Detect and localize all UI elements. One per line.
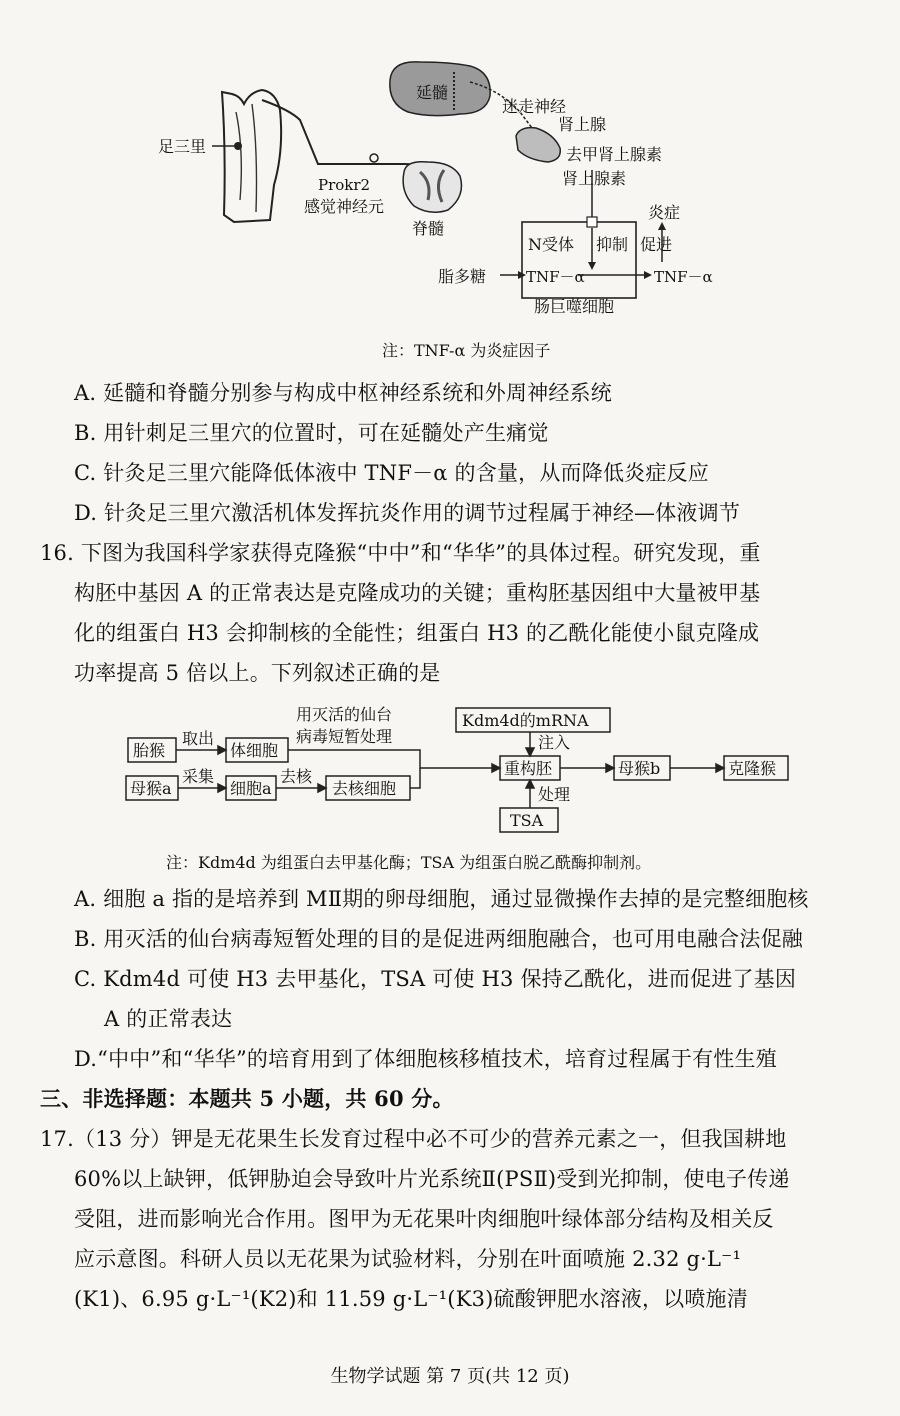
label-caiji: 采集	[182, 767, 215, 786]
q15-option-d: D. 针灸足三里穴激活机体发挥抗炎作用的调节过程属于神经—体液调节	[74, 501, 741, 525]
page-footer: 生物学试题 第 7 页(共 12 页)	[330, 1366, 570, 1387]
q17-line1: 17.（13 分）钾是无花果生长发育过程中必不可少的营养元素之一，但我国耕地	[40, 1127, 787, 1151]
q17-line3: 受阻，进而影响光合作用。图甲为无花果叶肉细胞叶绿体部分结构及相关反	[74, 1207, 774, 1231]
label-shenshangxiansu: 肾上腺素	[562, 169, 627, 188]
label-quhe: 去核	[280, 767, 313, 786]
q15-option-a: A. 延髓和脊髓分别参与构成中枢神经系统和外周神经系统	[74, 381, 612, 405]
q16-option-b: B. 用灭活的仙台病毒短暂处理的目的是促进两细胞融合，也可用电融合法促融	[74, 927, 803, 951]
label-yansui: 延髓	[416, 83, 449, 102]
q16-stem-line1: 16. 下图为我国科学家获得克隆猴“中中”和“华华”的具体过程。研究发现，重	[40, 541, 761, 565]
section-heading: 三、非选择题：本题共 5 小题，共 60 分。	[40, 1086, 454, 1111]
zusanli-point-icon	[234, 142, 242, 150]
spinal-cord-icon	[403, 162, 461, 213]
label-mizou: 迷走神经	[502, 97, 567, 116]
label-changjushi: 肠巨噬细胞	[534, 297, 615, 316]
q15-option-c: C. 针灸足三里穴能降低体液中 TNF－α 的含量，从而降低炎症反应	[74, 461, 709, 485]
label-treat1: 用灭活的仙台	[296, 705, 393, 724]
label-zhuru: 注入	[538, 733, 571, 752]
adrenal-gland-icon	[516, 128, 560, 162]
q17-line2: 60%以上缺钾，低钾胁迫会导致叶片光系统Ⅱ(PSⅡ)受到光抑制，使电子传递	[74, 1167, 790, 1191]
q17-line4: 应示意图。科研人员以无花果为试验材料，分别在叶面喷施 2.32 g·L⁻¹	[74, 1247, 742, 1271]
q16-option-a: A. 细胞 a 指的是培养到 MⅡ期的卵母细胞，通过显微操作去掉的是完整细胞核	[74, 887, 809, 911]
q15-option-b: B. 用针刺足三里穴的位置时，可在延髓处产生痛觉	[74, 421, 549, 445]
label-chonggoupei: 重构胚	[504, 759, 553, 778]
label-treat2: 病毒短暂处理	[296, 727, 393, 746]
label-tsa: TSA	[510, 811, 544, 830]
q16-stem-line2: 构胚中基因 A 的正常表达是克隆成功的关键；重构胚基因组中大量被甲基	[74, 581, 761, 605]
label-jisui: 脊髓	[412, 219, 445, 238]
label-zusanli: 足三里	[158, 137, 207, 156]
label-tnf-out: TNF－α	[654, 268, 713, 286]
label-taihou: 胎猴	[133, 741, 166, 760]
label-chuli: 处理	[538, 785, 571, 804]
label-cujin: 促进	[640, 235, 673, 254]
label-quchu: 取出	[182, 729, 215, 748]
label-yizhi: 抑制	[596, 235, 629, 254]
figure-cloning-flow	[0, 700, 900, 840]
label-zhiduotang: 脂多糖	[438, 267, 487, 286]
label-kelonghou: 克隆猴	[728, 759, 777, 778]
q16-option-c: C. Kdm4d 可使 H3 去甲基化，TSA 可使 H3 保持乙酰化，进而促进了基因	[74, 967, 797, 991]
label-qujia: 去甲肾上腺素	[566, 145, 663, 164]
q16-option-c-cont: A 的正常表达	[104, 1007, 233, 1031]
label-shenshangxian: 肾上腺	[558, 115, 607, 134]
label-quhexibao: 去核细胞	[332, 779, 397, 798]
label-xibao-a: 细胞a	[230, 779, 272, 798]
q16-stem-line4: 功率提高 5 倍以上。下列叙述正确的是	[74, 661, 441, 685]
q16-option-d: D.“中中”和“华华”的培育用到了体细胞核移植技术，培育过程属于有性生殖	[74, 1047, 777, 1071]
label-muhou-b: 母猴b	[618, 759, 661, 778]
label-yanzheng: 炎症	[648, 203, 681, 222]
label-tnf-in: TNF－α	[526, 268, 585, 286]
macrophage-box	[522, 222, 636, 298]
fig2-note: 注：Kdm4d 为组蛋白去甲基化酶；TSA 为组蛋白脱乙酰酶抑制剂。	[166, 853, 652, 872]
q16-stem-line3: 化的组蛋白 H3 会抑制核的全能性；组蛋白 H3 的乙酰化能使小鼠克隆成	[74, 621, 760, 645]
fig1-note: 注：TNF-α 为炎症因子	[382, 341, 551, 360]
label-muhou-a: 母猴a	[130, 779, 172, 798]
q17-line5: (K1)、6.95 g·L⁻¹(K2)和 11.59 g·L⁻¹(K3)硫酸钾肥水溶液，以喷施清	[74, 1287, 748, 1311]
figure-acupuncture-pathway	[0, 0, 900, 330]
label-prokr2: Prokr2	[318, 176, 371, 194]
label-nshouti: N受体	[528, 235, 575, 254]
leg-outline-icon	[222, 90, 281, 222]
label-kdm: Kdm4d的mRNA	[462, 711, 589, 730]
label-tixibao: 体细胞	[230, 741, 279, 760]
label-ganjue: 感觉神经元	[304, 197, 385, 216]
